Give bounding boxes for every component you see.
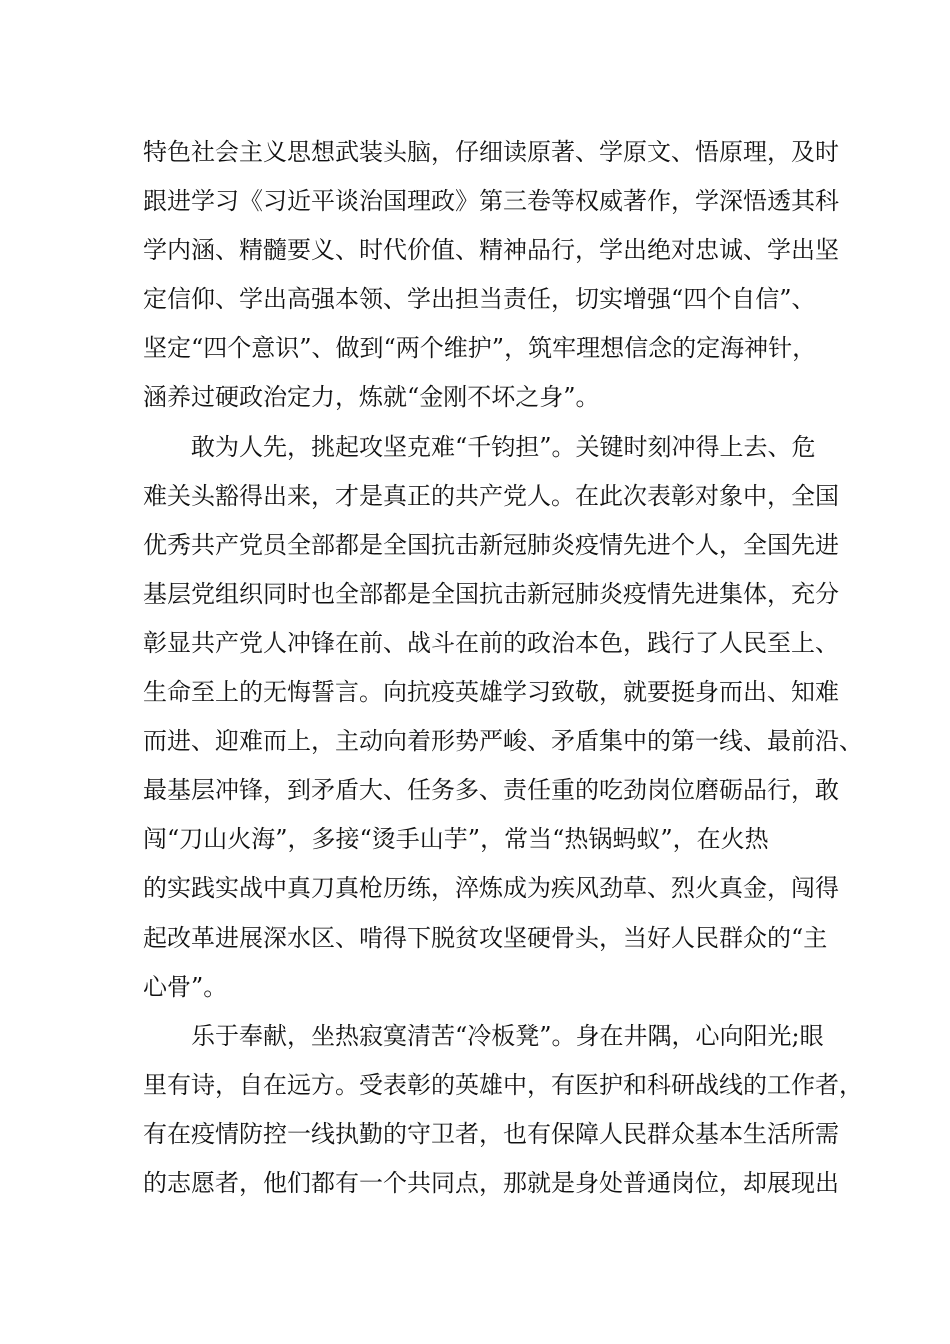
- text-line: 有在疫情防控一线执勤的守卫者，也有保障人民群众基本生活所需: [143, 1119, 839, 1148]
- text-line: 彰显共产党人冲锋在前、战斗在前的政治本色，践行了人民至上、: [143, 628, 839, 657]
- paragraph-first-line: 敢为人先，挑起攻坚克难“千钧担”。关键时刻冲得上去、危: [191, 432, 816, 461]
- body-text: [143, 128, 863, 1208]
- text-line: 最基层冲锋，到矛盾大、任务多、责任重的吃劲岗位磨砺品行，敢: [143, 776, 839, 805]
- text-line: 的实践实战中真刀真枪历练，淬炼成为疾风劲草、烈火真金，闯得: [143, 874, 839, 903]
- text-line: 学内涵、精髓要义、时代价值、精神品行，学出绝对忠诚、学出坚: [143, 236, 839, 265]
- paragraph-first-line: 乐于奉献，坐热寂寞清苦“冷板凳”。身在井隅，心向阳光;眼: [191, 1021, 824, 1050]
- text-line: 而进、迎难而上，主动向着形势严峻、矛盾集中的第一线、最前沿、: [143, 727, 863, 756]
- text-line: 跟进学习《习近平谈治国理政》第三卷等权威著作，学深悟透其科: [143, 187, 839, 216]
- text-line: 心骨”。: [143, 972, 228, 1001]
- text-line: 难关头豁得出来，才是真正的共产党人。在此次表彰对象中，全国: [143, 481, 839, 510]
- text-line: 起改革进展深水区、啃得下脱贫攻坚硬骨头，当好人民群众的“主: [143, 923, 828, 952]
- text-line: 基层党组织同时也全部都是全国抗击新冠肺炎疫情先进集体，充分: [143, 579, 839, 608]
- text-line: 坚定“四个意识”、做到“两个维护”，筑牢理想信念的定海神针，: [143, 334, 817, 363]
- text-line: 里有诗，自在远方。受表彰的英雄中，有医护和科研战线的工作者，: [143, 1070, 863, 1099]
- text-line: 特色社会主义思想武装头脑，仔细读原著、学原文、悟原理，及时: [143, 138, 839, 166]
- text-line: 涵养过硬政治定力，炼就“金刚不坏之身”。: [143, 383, 600, 412]
- text-line: 生命至上的无悔誓言。向抗疫英雄学习致敬，就要挺身而出、知难: [143, 678, 839, 707]
- text-line: 优秀共产党员全部都是全国抗击新冠肺炎疫情先进个人，全国先进: [143, 530, 839, 559]
- text-line: 定信仰、学出高强本领、学出担当责任，切实增强“四个自信”、: [143, 285, 816, 314]
- text-line: 闯“刀山火海”，多接“烫手山芋”，常当“热锅蚂蚁”，在火热: [143, 825, 769, 854]
- text-line: 的志愿者，他们都有一个共同点，那就是身处普通岗位，却展现出: [143, 1168, 839, 1197]
